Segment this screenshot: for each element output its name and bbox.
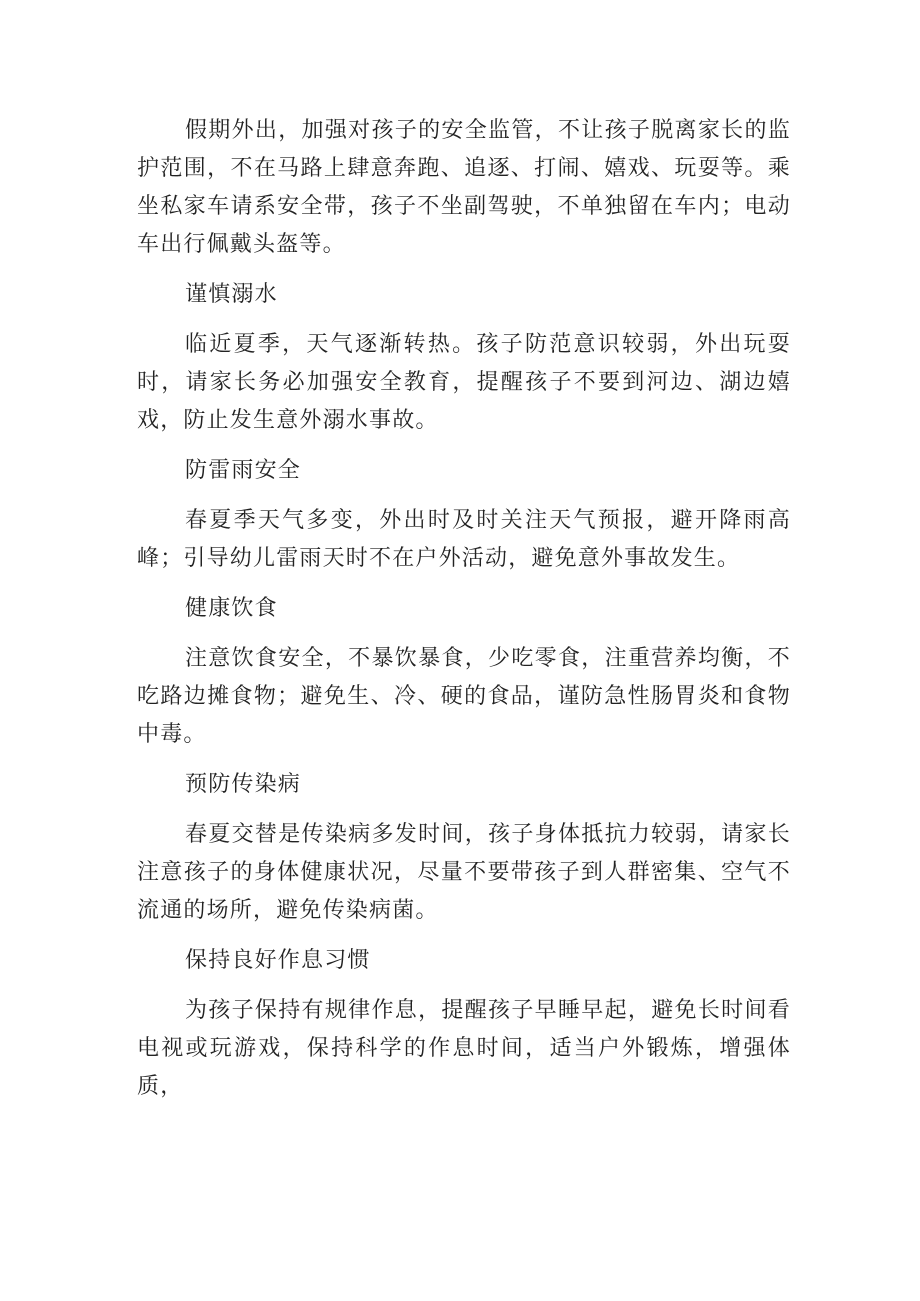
paragraph-travel-safety: 假期外出，加强对孩子的安全监管，不让孩子脱离家长的监护范围，不在马路上肆意奔跑、追逐、打闹、嬉戏、玩耍等。乘坐私家车请系安全带，孩子不坐副驾驶，不单独留在车内；电动车出行佩戴头盔等。 (137, 118, 791, 257)
heading-infectious-disease: 预防传染病 (185, 772, 302, 797)
heading-routine: 保持良好作息习惯 (185, 948, 371, 973)
document-body (137, 112, 791, 1106)
paragraph-infectious-disease: 春夏交替是传染病多发时间，孩子身体抵抗力较弱，请家长注意孩子的身体健康状况，尽量不要带孩子到人群密集、空气不流通的场所，避免传染病菌。 (137, 822, 791, 923)
paragraph-routine: 为孩子保持有规律作息，提醒孩子早睡早起，避免长时间看电视或玩游戏，保持科学的作息时间，适当户外锻炼，增强体质， (137, 998, 791, 1099)
heading-healthy-diet: 健康饮食 (185, 596, 278, 621)
heading-thunderstorm: 防雷雨安全 (185, 458, 302, 483)
paragraph-thunderstorm: 春夏季天气多变，外出时及时关注天气预报，避开降雨高峰；引导幼儿雷雨天时不在户外活动，避免意外事故发生。 (137, 508, 791, 571)
paragraph-healthy-diet: 注意饮食安全，不暴饮暴食，少吃零食，注重营养均衡，不吃路边摊食物；避免生、冷、硬的食品，谨防急性肠胃炎和食物中毒。 (137, 646, 791, 747)
heading-drowning: 谨慎溺水 (185, 282, 278, 307)
paragraph-drowning: 临近夏季，天气逐渐转热。孩子防范意识较弱，外出玩耍时，请家长务必加强安全教育，提醒孩子不要到河边、湖边嬉戏，防止发生意外溺水事故。 (137, 332, 791, 433)
